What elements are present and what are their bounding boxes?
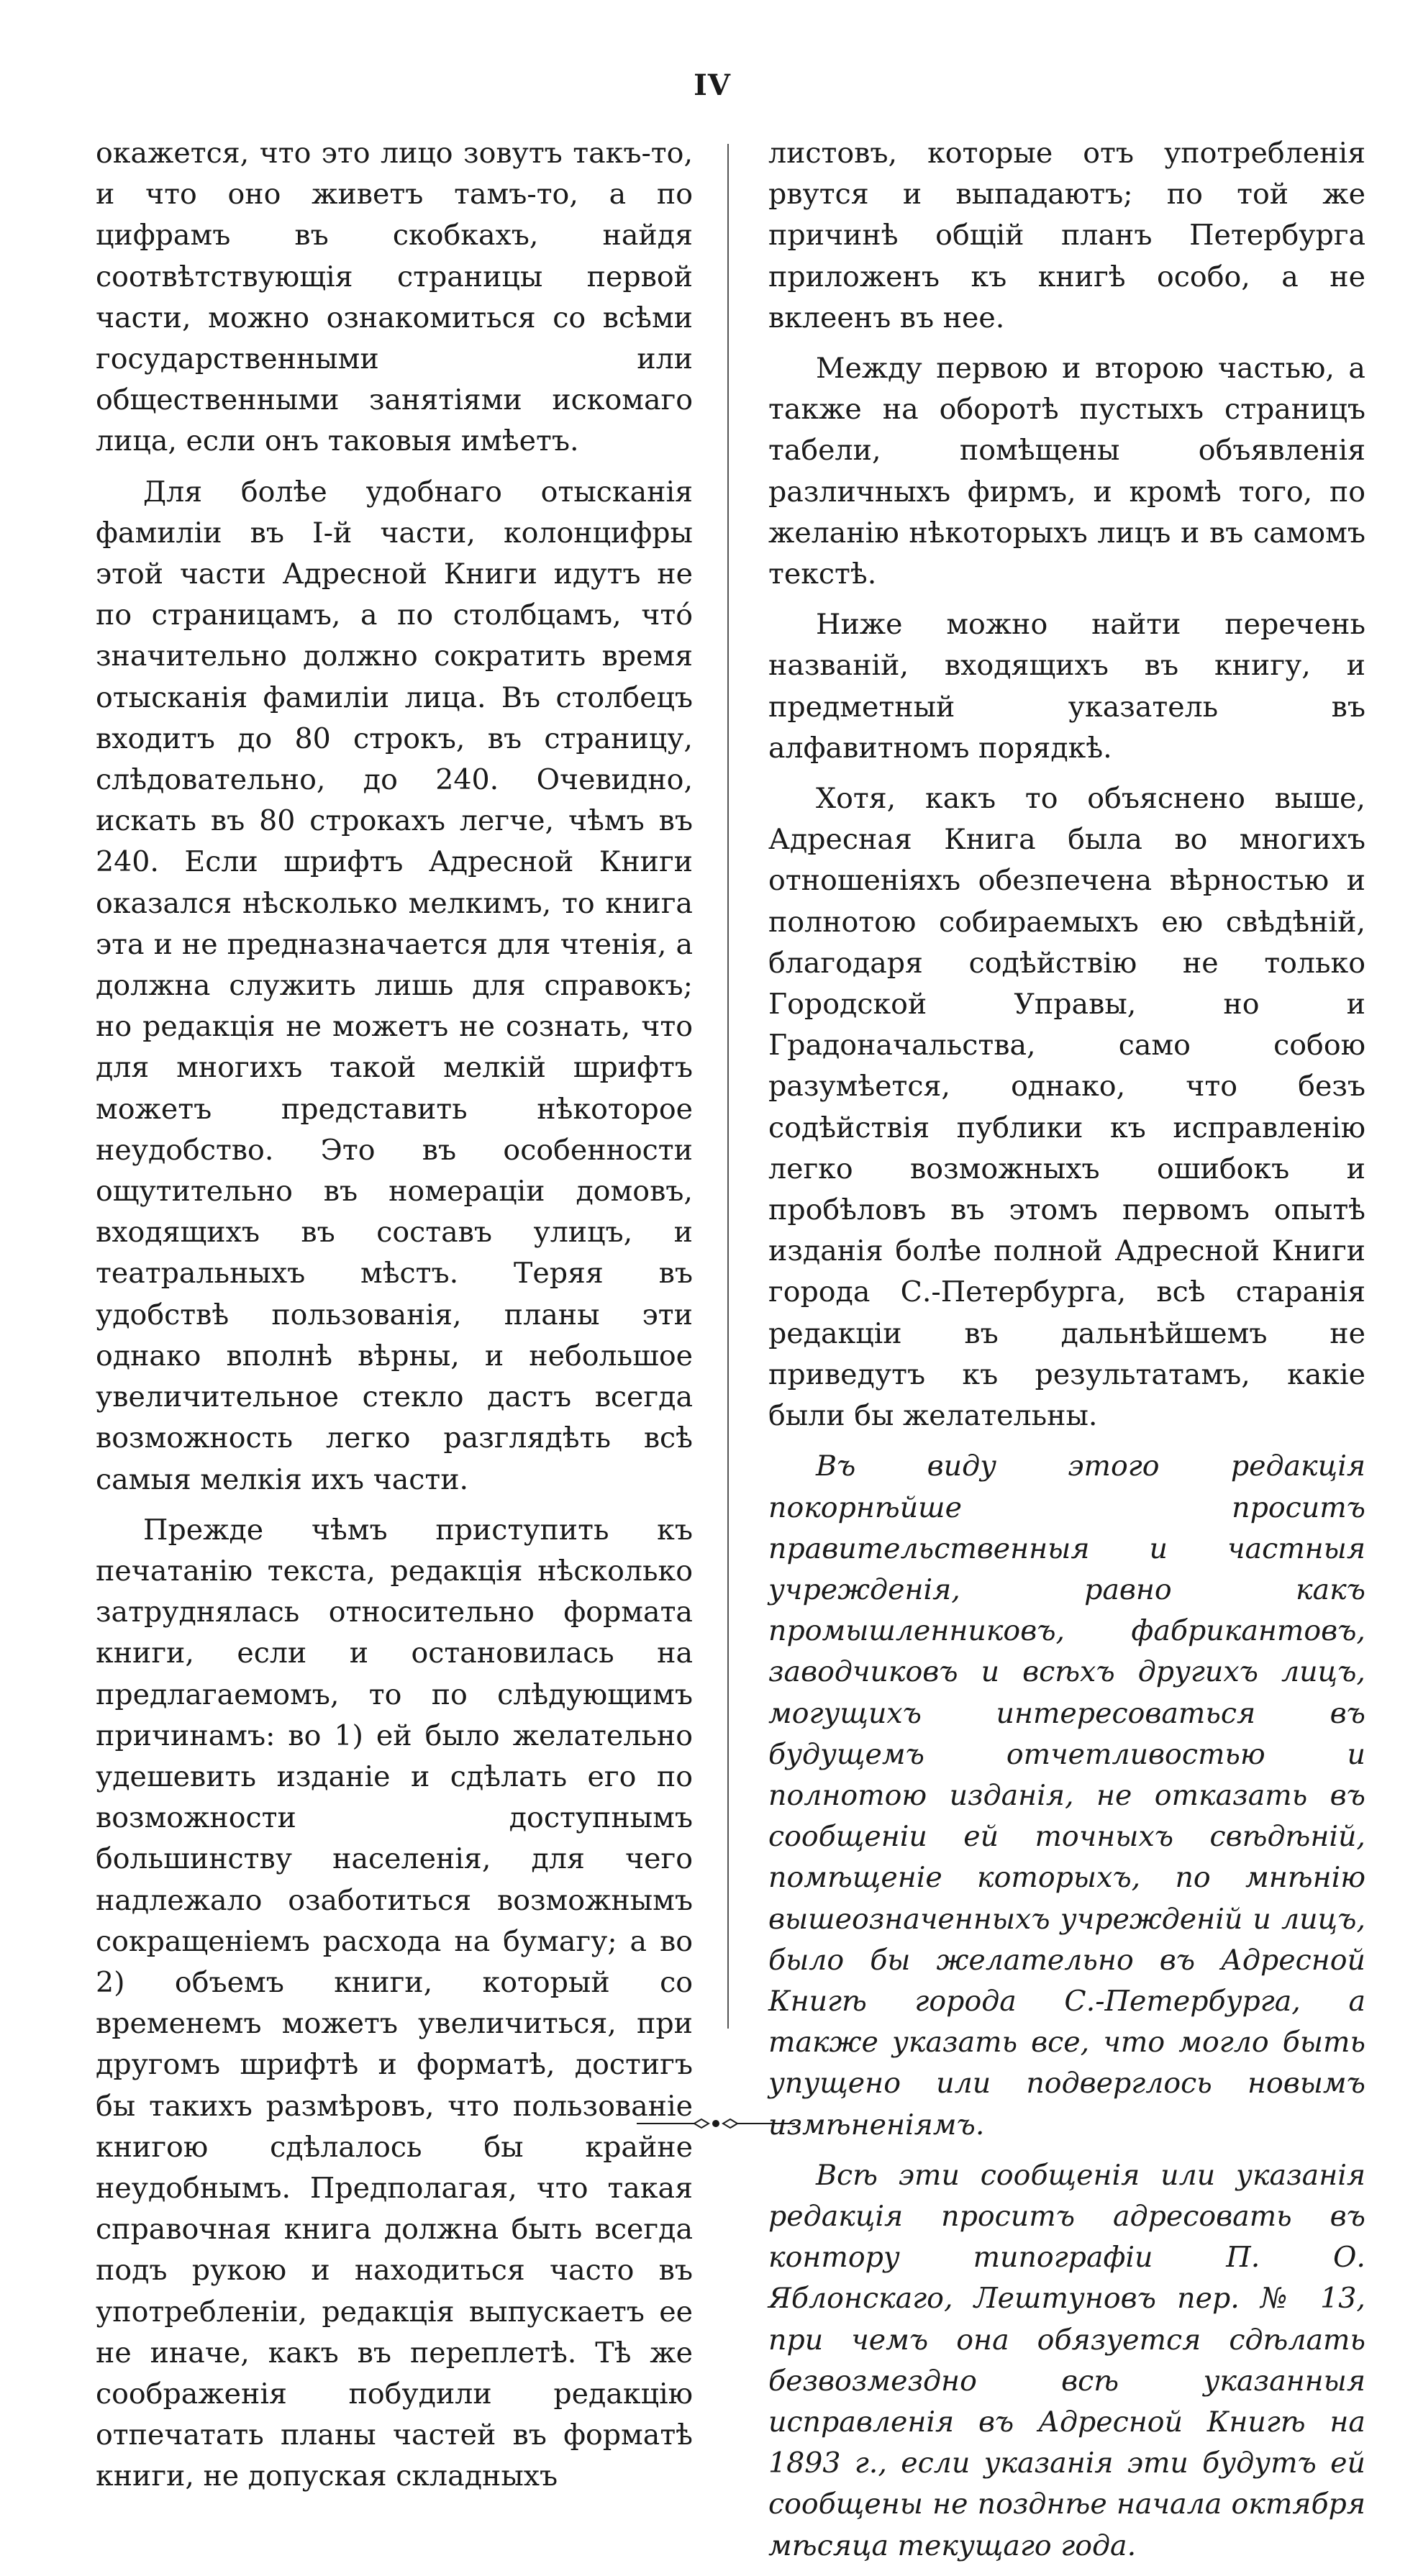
right-paragraph-6-italic: Всѣ эти сообщенія или указанія редакція проситъ адресовать въ контору типографіи П. О. Яблонскаго, Лештуновъ пер. № 13, при чемъ она обязуется сдѣлать безвозмездно всѣ указанныя исправленія въ Адресной Книгѣ на 1893 г., если указанія эти будутъ ей сообщены не позднѣе начала октября мѣсяца текущаго года. (768, 2158, 1365, 2562)
left-paragraph-2: Для болѣе удобнаго отысканія фамиліи въ І-й части, колонцифры этой части Адресной Книги идутъ не по страницамъ, а по столбцамъ, чтó значительно должно сократить время отысканія фамиліи лица. Въ столбецъ входитъ до 80 строкъ, въ страницу, слѣдовательно, до 240. Очевидно, искать въ 80 строкахъ легче, чѣмъ въ 240. Если шрифтъ Адресной Книги оказался нѣсколько мелкимъ, то книга эта и не предназначается для чтенія, а должна служить лишь для справокъ; но редакція не можетъ не сознать, что для многихъ такой мелкій шрифтъ можетъ представить нѣкоторое неудобство. Это въ особенности ощутительно въ номераціи домовъ, входящихъ въ составъ улицъ, и театральныхъ мѣстъ. Теряя въ удобствѣ пользованія, планы эти однако вполнѣ вѣрны, и небольшое увеличительное стекло дастъ всегда возможность легко разглядѣть всѣ самыя мелкія ихъ части. (96, 475, 693, 1496)
decorative-rule-ornament-icon (637, 2116, 795, 2131)
right-column (768, 133, 1365, 2576)
right-paragraph-2: Между первою и второю частью, а также на оборотѣ пустыхъ страницъ табели, помѣщены объявленія различныхъ фирмъ, и кромѣ того, по желанію нѣкоторыхъ лицъ и въ самомъ текстѣ. (768, 352, 1365, 591)
left-paragraph-1: окажется, что это лицо зовутъ такъ-то, и что оно живетъ тамъ-то, а по цифрамъ въ скобкахъ, найдя соотвѣтствующія страницы первой части, можно ознакомиться со всѣми государственными или общественными занятіями искомаго лица, если онъ таковыя имѣетъ. (96, 137, 693, 458)
column-divider (727, 144, 729, 2029)
right-paragraph-1: листовъ, которые отъ употребленія рвутся и выпадаютъ; по той же причинѣ общій планъ Петербурга приложенъ къ книгѣ особо, а не вклеенъ въ нее. (768, 137, 1365, 334)
right-paragraph-4: Хотя, какъ то объяснено выше, Адресная Книга была во многихъ отношеніяхъ обезпечена вѣрностью и полнотою собираемыхъ ею свѣдѣній, благодаря содѣйствію не только Городской Управы, но и Градоначальства, само собою разумѣется, однако, что безъ содѣйствія публики къ исправленію легко возможныхъ ошибокъ и пробѣловъ въ этомъ первомъ опытѣ изданія болѣе полной Адресной Книги города С.-Петербурга, всѣ старанія редакціи въ дальнѣйшемъ не приведутъ къ результатамъ, какіе были бы желательны. (768, 782, 1365, 1433)
left-column (96, 133, 693, 2507)
right-paragraph-3: Ниже можно найти перечень названій, входящихъ въ книгу, и предметный указатель въ алфавитномъ порядкѣ. (768, 608, 1365, 765)
right-paragraph-5-italic: Въ виду этого редакція покорнѣйше проситъ правительственныя и частныя учрежденія, равно какъ промышленниковъ, фабрикантовъ, заводчиковъ и всѣхъ другихъ лицъ, могущихъ интересоваться въ будущемъ отчетливостью и полнотою изданія, не отказать въ сообщеніи ей точныхъ свѣдѣній, помѣщеніе которыхъ, по мнѣнію вышеозначенныхъ учрежденій и лицъ, было бы желательно въ Адресной Книгѣ города С.-Петербурга, а также указать все, что могло быть упущено или подверглось новымъ измѣненіямъ. (768, 1449, 1365, 2142)
page-number: IV (694, 68, 731, 102)
left-paragraph-3: Прежде чѣмъ приступить къ печатанію текста, редакція нѣсколько затруднялась относительно формата книги, если и остановилась на предлагаемомъ, то по слѣдующимъ причинамъ: во 1) ей было желательно удешевить изданіе и сдѣлать его по возможности доступнымъ большинству населенія, для чего надлежало озаботиться возможнымъ сокращеніемъ расхода на бумагу; а во 2) объемъ книги, который со временемъ можетъ увеличиться, при другомъ шрифтѣ и форматѣ, достигъ бы такихъ размѣровъ, что пользованіе книгою сдѣлалось бы крайне неудобнымъ. Предполагая, что такая справочная книга должна быть всегда подъ рукою и находиться часто въ употребленіи, редакція выпускаетъ ее не иначе, какъ въ переплетѣ. Тѣ же соображенія побудили редакцію отпечатать планы частей въ форматѣ книги, не допуская складныхъ (96, 1513, 693, 2493)
